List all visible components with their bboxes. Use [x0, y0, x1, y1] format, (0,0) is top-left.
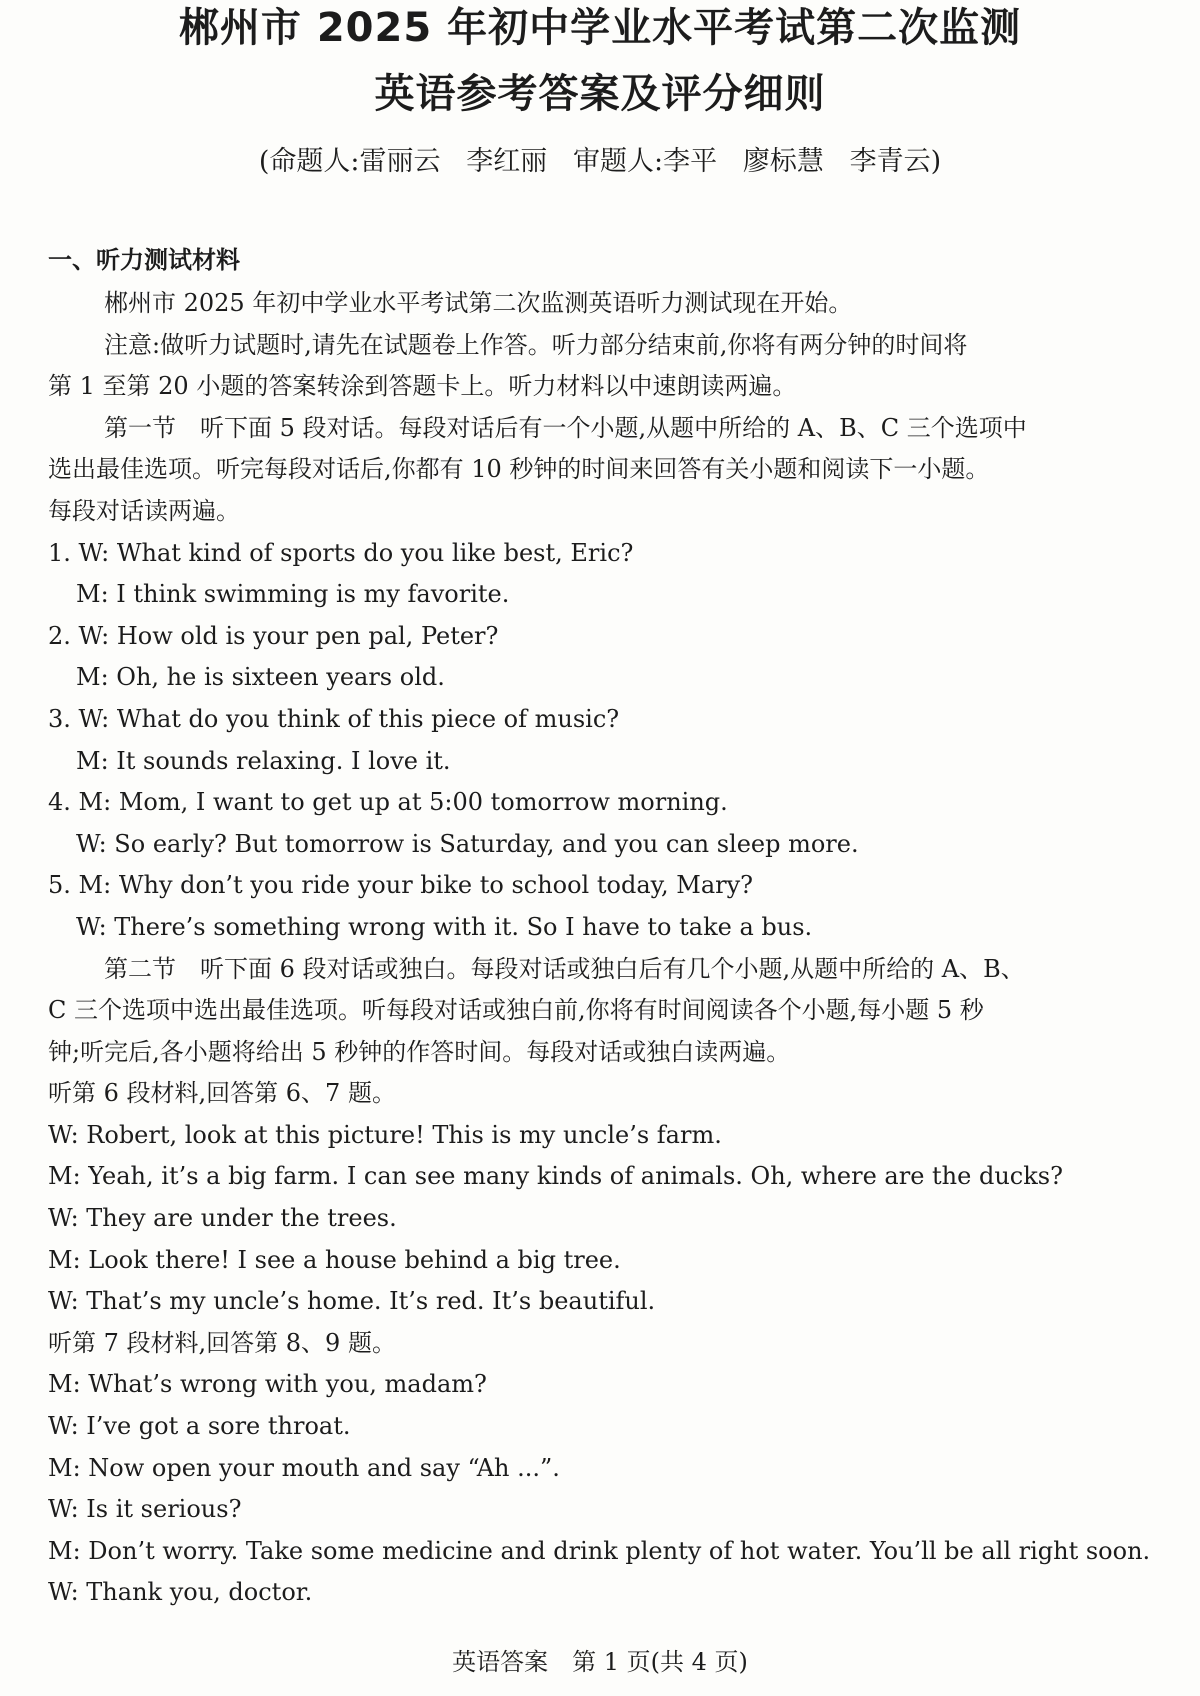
dialogue-line: W: They are under the trees.	[48, 1204, 397, 1233]
intro-line: 郴州市 2025 年初中学业水平考试第二次监测英语听力测试现在开始。	[104, 289, 853, 317]
page-footer: 英语答案 第 1 页(共 4 页)	[452, 1648, 748, 1676]
part2-instruction-line: 钟;听完后,各小题将给出 5 秒钟的作答时间。每段对话或独白读两遍。	[48, 1037, 791, 1066]
dialogue-line: 3. W: What do you think of this piece of music?	[48, 704, 620, 733]
dialogue-line: M: What’s wrong with you, madam?	[48, 1370, 487, 1399]
dialogue-line: W: Robert, look at this picture! This is my uncle’s farm.	[48, 1120, 722, 1149]
dialogue-line: M: Yeah, it’s a big farm. I can see many kinds of animals. Oh, where are the ducks?	[48, 1162, 1063, 1191]
listening-material-body	[48, 283, 1152, 1614]
dialogue-line: M: Now open your mouth and say “Ah ...”.	[48, 1453, 560, 1482]
notice-line: 第 1 至第 20 小题的答案转涂到答题卡上。听力材料以中速朗读两遍。	[48, 372, 797, 401]
dialogue-line: W: Thank you, doctor.	[48, 1578, 313, 1607]
dialogue-line: M: Look there! I see a house behind a big tree.	[48, 1245, 621, 1274]
document-title-line1: 郴州市 2025 年初中学业水平考试第二次监测	[178, 5, 1022, 51]
dialogue-line: 4. M: Mom, I want to get up at 5:00 tomorrow morning.	[48, 788, 728, 817]
dialogue-line: M: Oh, he is sixteen years old.	[76, 663, 445, 692]
section-heading-listening: 一、听力测试材料	[48, 246, 240, 274]
dialogue-line: W: So early? But tomorrow is Saturday, and you can sleep more.	[76, 829, 859, 858]
part1-instruction-line: 每段对话读两遍。	[48, 496, 240, 525]
part2-instruction-line: C 三个选项中选出最佳选项。听每段对话或独白前,你将有时间阅读各个小题,每小题 5 秒	[48, 996, 984, 1025]
dialogue-line: W: That’s my uncle’s home. It’s red. It’s beautiful.	[48, 1287, 656, 1316]
notice-line: 注意:做听力试题时,请先在试题卷上作答。听力部分结束前,你将有两分钟的时间将	[104, 330, 968, 359]
part2-instruction-line: 第二节 听下面 6 段对话或独白。每段对话或独白后有几个小题,从题中所给的 A、B、	[104, 954, 1025, 983]
dialogue-line: M: Don’t worry. Take some medicine and drink plenty of hot water. You’ll be all right soon.	[48, 1536, 1151, 1565]
dialogue-line: W: There’s something wrong with it. So I have to take a bus.	[76, 912, 813, 941]
part1-instruction-line: 选出最佳选项。听完每段对话后,你都有 10 秒钟的时间来回答有关小题和阅读下一小题。	[48, 455, 990, 484]
dialogue-line: 2. W: How old is your pen pal, Peter?	[48, 621, 499, 650]
dialogue-line: 5. M: Why don’t you ride your bike to school today, Mary?	[48, 871, 754, 900]
document-title-line2: 英语参考答案及评分细则	[374, 71, 826, 117]
material-heading: 听第 7 段材料,回答第 8、9 题。	[48, 1328, 396, 1357]
dialogue-line: M: It sounds relaxing. I love it.	[76, 746, 451, 775]
authors-line: (命题人:雷丽云 李红丽 审题人:李平 廖标慧 李青云)	[258, 146, 942, 177]
dialogue-line: W: I’ve got a sore throat.	[48, 1412, 351, 1441]
dialogue-line: 1. W: What kind of sports do you like best, Eric?	[48, 538, 634, 567]
dialogue-line: W: Is it serious?	[48, 1495, 242, 1524]
material-heading: 听第 6 段材料,回答第 6、7 题。	[48, 1079, 396, 1108]
part1-instruction-line: 第一节 听下面 5 段对话。每段对话后有一个小题,从题中所给的 A、B、C 三个选项中	[104, 413, 1027, 442]
dialogue-line: M: I think swimming is my favorite.	[76, 580, 510, 609]
